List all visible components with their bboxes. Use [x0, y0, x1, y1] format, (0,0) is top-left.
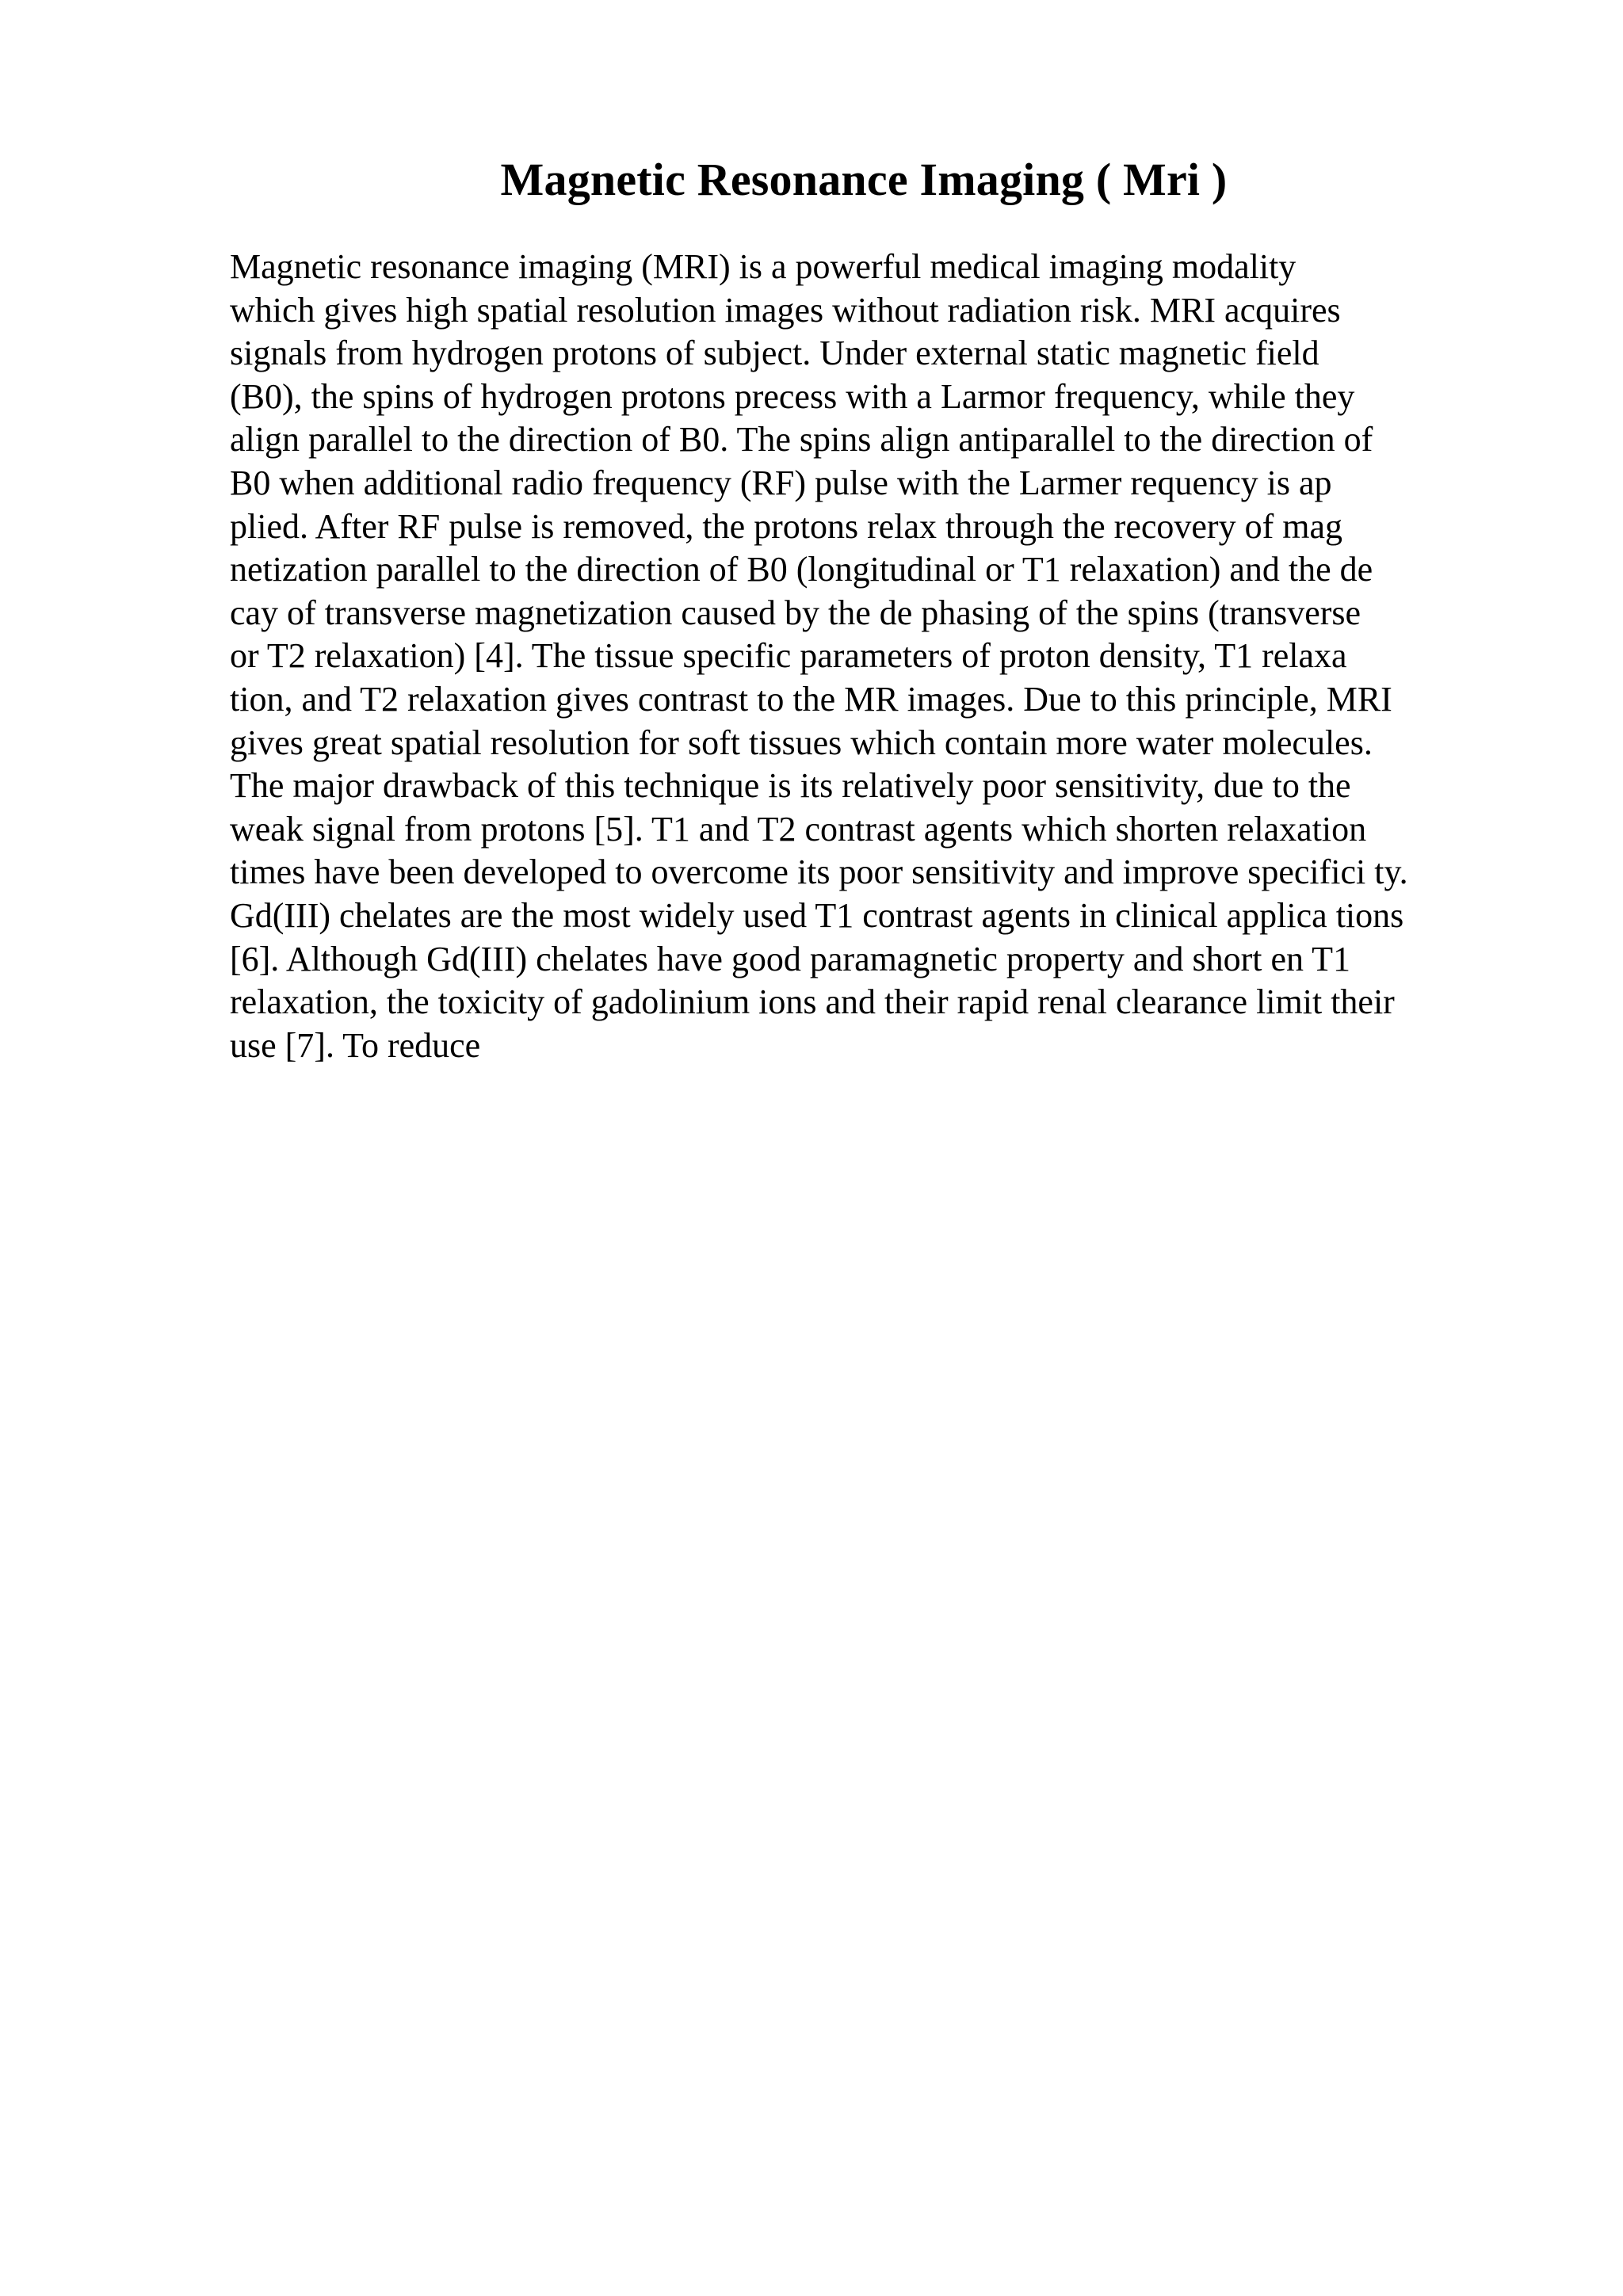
body-paragraph [230, 246, 1514, 1067]
text-line: gives great spatial resolution for soft tissues which contain more water molecules. [230, 723, 1373, 762]
text-line: weak signal from protons [5]. T1 and T2 contrast agents which shorten relaxation [230, 809, 1367, 849]
text-line: relaxation, the toxicity of gadolinium ions and their rapid renal clearance limit their [230, 982, 1395, 1022]
text-line: signals from hydrogen protons of subject. Under external static magnetic field [230, 334, 1319, 373]
text-line: or T2 relaxation) [4]. The tissue specific parameters of proton density, T1 relaxa [230, 636, 1347, 676]
text-line: Magnetic resonance imaging (MRI) is a powerful medical imaging modality [230, 247, 1296, 286]
text-line: The major drawback of this technique is its relatively poor sensitivity, due to the [230, 766, 1351, 806]
text-line: plied. After RF pulse is removed, the protons relax through the recovery of mag [230, 506, 1342, 546]
text-line: which gives high spatial resolution images without radiation risk. MRI acquires [230, 290, 1341, 330]
text-line: netization parallel to the direction of B0 (longitudinal or T1 relaxation) and the de [230, 550, 1373, 589]
text-line: [6]. Although Gd(III) chelates have good paramagnetic property and short en T1 [230, 939, 1351, 978]
text-line: B0 when additional radio frequency (RF) pulse with the Larmer requency is ap [230, 463, 1332, 502]
text-line: Gd(III) chelates are the most widely used T1 contrast agents in clinical applica tions [230, 895, 1404, 935]
text-line: times have been developed to overcome its poor sensitivity and improve specifici ty. [230, 852, 1408, 892]
text-line: tion, and T2 relaxation gives contrast to the MR images. Due to this principle, MRI [230, 679, 1392, 719]
document-title: Magnetic Resonance Imaging ( Mri ) [500, 154, 1228, 205]
text-line: align parallel to the direction of B0. The spins align antiparallel to the direction of [230, 420, 1373, 460]
text-line: (B0), the spins of hydrogen protons precess with a Larmor frequency, while they [230, 376, 1355, 416]
text-line: use [7]. To reduce [230, 1025, 481, 1065]
text-line: cay of transverse magnetization caused by the de phasing of the spins (transverse [230, 593, 1361, 632]
